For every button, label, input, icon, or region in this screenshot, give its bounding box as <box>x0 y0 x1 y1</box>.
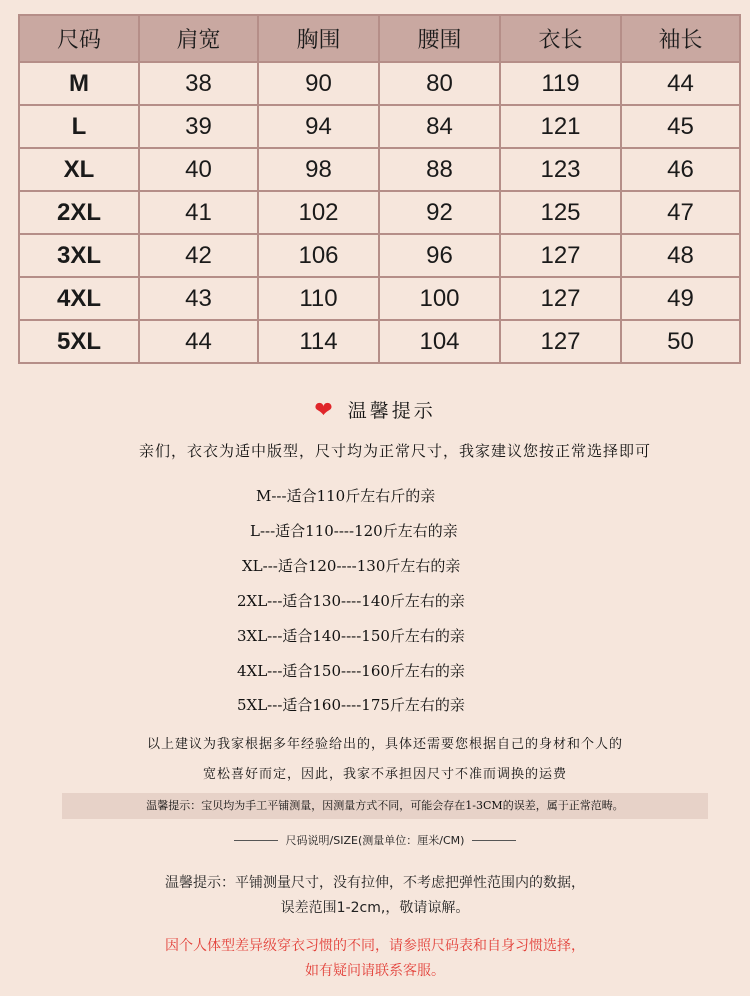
measurement-notice: 温馨提示：宝贝均为手工平铺测量，因测量方式不同，可能会存在1-3CM的误差，属于正常范畴。 <box>62 793 708 819</box>
cell-sleeve: 46 <box>621 148 740 191</box>
cell-length: 127 <box>500 320 621 363</box>
measurement-note <box>0 871 750 921</box>
header-shoulder: 肩宽 <box>139 15 258 62</box>
table-row <box>19 62 740 105</box>
red-advice-line-2: 如有疑问请联系客服。 <box>305 963 445 979</box>
cell-chest: 98 <box>258 148 379 191</box>
recommendation-xl: XL---适合120----130斤左右的亲 <box>242 557 461 575</box>
cell-size: 5XL <box>19 320 139 363</box>
cell-sleeve: 48 <box>621 234 740 277</box>
cell-sleeve: 47 <box>621 191 740 234</box>
basis-line-2: 宽松喜好而定，因此，我家不承担因尺寸不准而调换的运费 <box>202 767 567 782</box>
basis-line-1: 以上建议为我家根据多年经验给出的，具体还需要您根据自己的身材和个人的 <box>146 737 623 752</box>
header-chest: 胸围 <box>258 15 379 62</box>
recommendation-5xl: 5XL---适合160----175斤左右的亲 <box>237 696 465 714</box>
cell-length: 121 <box>500 105 621 148</box>
tips-heading <box>0 396 750 423</box>
red-advice <box>0 934 750 984</box>
header-length: 衣长 <box>500 15 621 62</box>
cell-sleeve: 45 <box>621 105 740 148</box>
cell-shoulder: 41 <box>139 191 258 234</box>
cell-waist: 80 <box>379 62 500 105</box>
cell-shoulder: 38 <box>139 62 258 105</box>
cell-waist: 92 <box>379 191 500 234</box>
header-waist: 腰围 <box>379 15 500 62</box>
size-chart-table <box>18 14 741 364</box>
cell-chest: 90 <box>258 62 379 105</box>
table-header-row <box>19 15 740 62</box>
cell-waist: 100 <box>379 277 500 320</box>
cell-chest: 114 <box>258 320 379 363</box>
cell-chest: 94 <box>258 105 379 148</box>
cell-sleeve: 50 <box>621 320 740 363</box>
recommendation-2xl: 2XL---适合130----140斤左右的亲 <box>237 592 465 610</box>
cell-sleeve: 44 <box>621 62 740 105</box>
tips-title-text: 温馨提示 <box>347 400 436 422</box>
table-row <box>19 234 740 277</box>
cell-sleeve: 49 <box>621 277 740 320</box>
cell-length: 125 <box>500 191 621 234</box>
cell-chest: 102 <box>258 191 379 234</box>
recommendation-4xl: 4XL---适合150----160斤左右的亲 <box>237 662 465 680</box>
measurement-note-line-2: 误差范围1-2cm,，敬请谅解。 <box>280 900 470 916</box>
measurement-note-line-1: 温馨提示：平铺测量尺寸，没有拉伸，不考虑把弹性范围内的数据， <box>165 875 585 891</box>
table-row <box>19 277 740 320</box>
cell-size: L <box>19 105 139 148</box>
tips-intro: 亲们，衣衣为适中版型，尺寸均为正常尺寸，我家建议您按正常选择即可 <box>138 442 651 460</box>
divider-left <box>234 840 278 841</box>
cell-size: XL <box>19 148 139 191</box>
cell-waist: 88 <box>379 148 500 191</box>
cell-shoulder: 39 <box>139 105 258 148</box>
header-sleeve: 袖长 <box>621 15 740 62</box>
cell-shoulder: 44 <box>139 320 258 363</box>
cell-length: 119 <box>500 62 621 105</box>
cell-shoulder: 40 <box>139 148 258 191</box>
recommendation-l: L---适合110----120斤左右的亲 <box>250 522 458 540</box>
cell-length: 127 <box>500 234 621 277</box>
cell-waist: 84 <box>379 105 500 148</box>
table-row <box>19 191 740 234</box>
cell-length: 127 <box>500 277 621 320</box>
cell-size: 4XL <box>19 277 139 320</box>
table-row <box>19 105 740 148</box>
red-advice-line-1: 因个人体型差异级穿衣习惯的不同，请参照尺码表和自身习惯选择， <box>165 938 585 954</box>
cell-chest: 106 <box>258 234 379 277</box>
heart-icon: ❤ <box>314 398 336 423</box>
header-size: 尺码 <box>19 15 139 62</box>
size-note-heading-text: 尺码说明/SIZE(测量单位：厘米/CM) <box>285 834 465 847</box>
divider-right <box>472 840 516 841</box>
cell-size: 3XL <box>19 234 139 277</box>
cell-shoulder: 42 <box>139 234 258 277</box>
cell-size: 2XL <box>19 191 139 234</box>
cell-waist: 104 <box>379 320 500 363</box>
cell-waist: 96 <box>379 234 500 277</box>
table-row <box>19 320 740 363</box>
recommendation-3xl: 3XL---适合140----150斤左右的亲 <box>237 627 465 645</box>
cell-chest: 110 <box>258 277 379 320</box>
recommendation-m: M---适合110斤左右斤的亲 <box>256 487 436 505</box>
table-row <box>19 148 740 191</box>
cell-shoulder: 43 <box>139 277 258 320</box>
cell-size: M <box>19 62 139 105</box>
size-note-heading <box>0 832 750 848</box>
cell-length: 123 <box>500 148 621 191</box>
